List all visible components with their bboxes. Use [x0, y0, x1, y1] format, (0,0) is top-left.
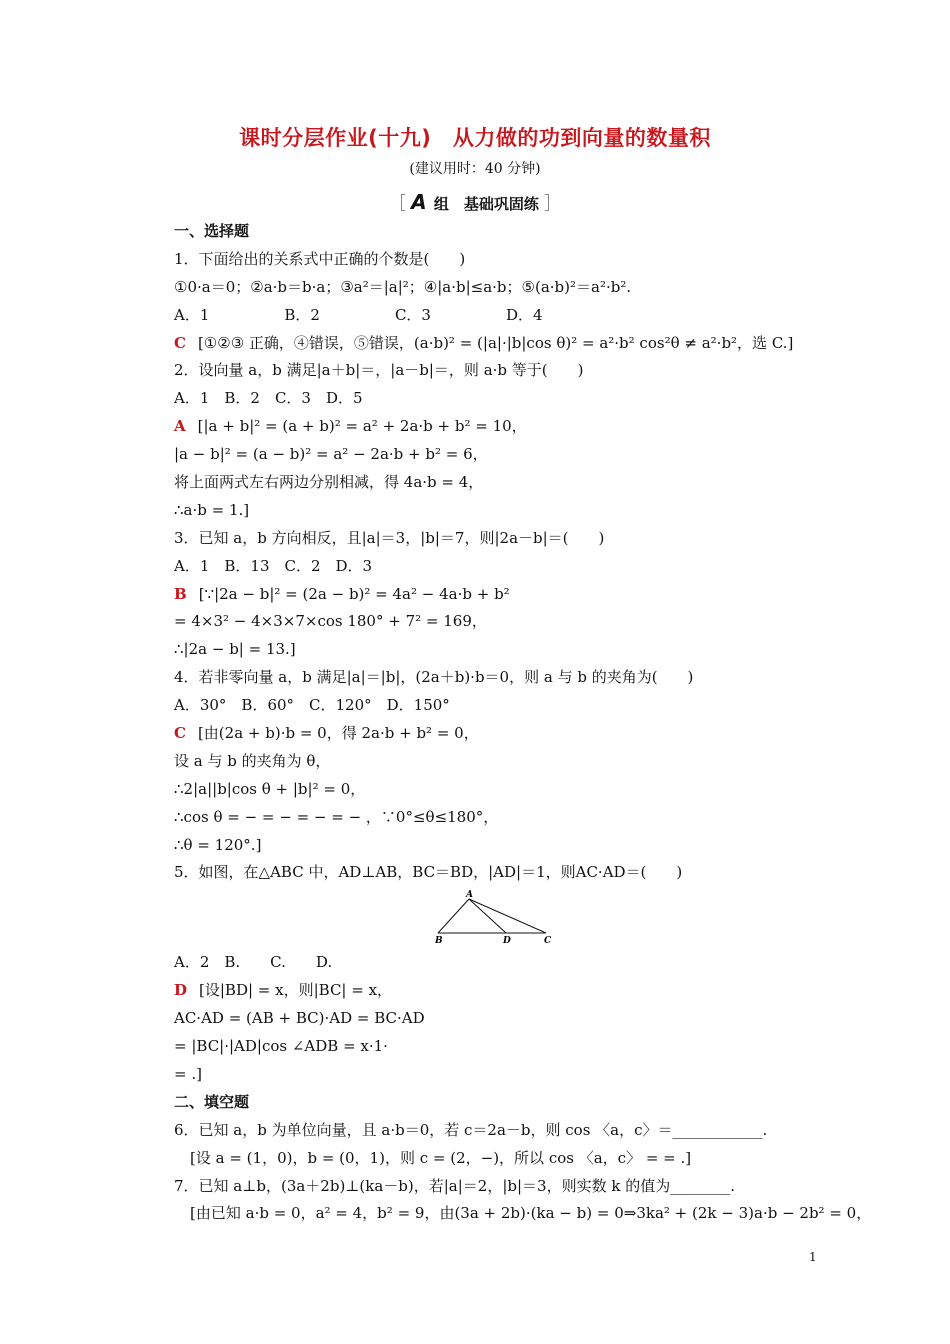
text-line	[174, 832, 814, 860]
line-text: A．1 B．2 C．3 D．4	[174, 305, 543, 324]
text-line	[174, 246, 814, 274]
text-line	[174, 357, 814, 385]
line-text: 3．已知 a，b 方向相反，且|a|＝3，|b|＝7，则|2a－b|＝( )	[174, 528, 605, 547]
line-text: [|a + b|² = (a + b)² = a² + 2a·b + b² = 10，	[197, 417, 527, 436]
line-text: 2．设向量 a，b 满足|a＋b|＝，|a－b|＝，则 a·b 等于( )	[174, 361, 584, 380]
line-text: AC·AD = (AB + BC)·AD = BC·AD	[174, 1009, 425, 1028]
line-text: 1．下面给出的关系式中正确的个数是( )	[174, 249, 466, 268]
line-text: [①②③ 正确，④错误，⑤错误，(a·b)² = (|a|·|b|cos θ)² = a²·b² cos²θ ≠ a²·b²，选 C.]	[197, 333, 794, 352]
line-text: 一、选择题	[174, 222, 250, 240]
line-text: 设 a 与 b 的夹角为 θ，	[174, 751, 331, 770]
section-heading	[174, 218, 814, 246]
text-line	[174, 859, 814, 887]
text-line	[174, 949, 814, 977]
time-suggestion: (建议用时：40 分钟)	[409, 161, 541, 177]
answer-key: A	[174, 417, 186, 436]
line-text: [由(2a + b)·b = 0，得 2a·b + b² = 0，	[197, 724, 479, 743]
line-text: = 4×3² − 4×3×7×cos 180° + 7² = 169，	[174, 612, 487, 631]
text-line	[174, 302, 814, 330]
answer-line	[174, 720, 814, 748]
line-text: = |BC|·|AD|cos ∠ADB = x·1·	[174, 1037, 388, 1056]
text-line	[174, 1061, 814, 1089]
text-line	[174, 776, 814, 804]
text-line	[174, 525, 814, 553]
answer-key: B	[174, 584, 187, 603]
text-line	[174, 385, 814, 413]
exercise-content	[174, 218, 872, 1228]
text-line	[174, 469, 814, 497]
page-title: 课时分层作业(十九) 从力做的功到向量的数量积	[239, 126, 711, 150]
group-badge: A	[411, 190, 427, 214]
line-text: 二、填空题	[174, 1092, 250, 1111]
line-text: ∴|2a − b| = 13.]	[174, 640, 296, 659]
text-line	[174, 748, 814, 776]
line-text: 4．若非零向量 a，b 满足|a|＝|b|，(2a＋b)·b＝0，则 a 与 b 的夹角为( )	[174, 668, 694, 687]
vertex-label-d: D	[503, 936, 511, 946]
line-text: = .]	[174, 1064, 202, 1083]
vertex-label-b: B	[435, 936, 443, 946]
line-text: [由已知 a·b = 0，a² = 4，b² = 9，由(3a + 2b)·(ka − b) = 0⇒3ka² + (2k − 3)a·b − 2b² = 0，	[190, 1204, 872, 1223]
vertex-label-a: A	[466, 890, 473, 901]
line-text: A．1 B．13 C．2 D．3	[174, 556, 373, 575]
answer-key: C	[174, 333, 186, 352]
section-heading	[174, 1089, 814, 1117]
answer-line	[174, 977, 814, 1005]
answer-line	[174, 581, 814, 609]
triangle-abc-diagram	[434, 889, 564, 945]
segment-ac	[469, 899, 546, 933]
group-bracket-open: ［	[388, 194, 406, 214]
line-text: [设|BD| = x，则|BC| = x，	[199, 981, 393, 1000]
line-text: [∵|2a − b|² = (2a − b)² = 4a² − 4a·b + b²	[198, 584, 510, 603]
segment-ab	[438, 899, 469, 933]
segment-ad	[469, 899, 506, 933]
text-line	[174, 1173, 814, 1201]
group-heading	[0, 189, 950, 214]
line-text: A．2 B. C. D.	[174, 953, 333, 972]
line-text: ∴θ = 120°.]	[174, 835, 262, 854]
text-line	[174, 692, 814, 720]
line-text: 6．已知 a，b 为单位向量，且 a·b＝0，若 c＝2a－b，则 cos 〈a，c〉＝____________.	[174, 1120, 768, 1139]
line-text: A．1 B．2 C．3 D．5	[174, 389, 363, 408]
text-line	[174, 1033, 814, 1061]
text-line	[174, 441, 814, 469]
triangle-figure	[174, 887, 814, 949]
text-line	[174, 497, 814, 525]
line-text: ①0·a＝0；②a·b＝b·a；③a²＝|a|²；④|a·b|≤a·b；⑤(a·b)²＝a²·b².	[174, 277, 632, 296]
page-number: 1	[809, 1250, 817, 1264]
text-line	[174, 1117, 814, 1145]
answer-key: C	[174, 724, 186, 743]
line-text: 7．已知 a⊥b，(3a＋2b)⊥(ka－b)，若|a|＝2，|b|＝3，则实数 k 的值为________.	[174, 1176, 735, 1195]
text-line	[174, 804, 814, 832]
text-line	[174, 1145, 814, 1173]
group-bracket-close: ］	[544, 194, 562, 214]
line-text: ∴cos θ = − = − = − = − ，∵0°≤θ≤180°，	[174, 807, 499, 826]
text-line	[174, 553, 814, 581]
line-text: [设 a = (1，0)，b = (0，1)，则 c = (2，−)，所以 cos 〈a，c〉 = = .]	[190, 1148, 692, 1167]
line-text: 将上面两式左右两边分别相减，得 4a·b = 4，	[174, 473, 484, 492]
text-line	[174, 608, 814, 636]
answer-line	[174, 413, 814, 441]
line-text: |a − b|² = (a − b)² = a² − 2a·b + b² = 6，	[174, 445, 488, 464]
text-line	[174, 1005, 814, 1033]
line-text: ∴2|a||b|cos θ + |b|² = 0，	[174, 779, 366, 798]
text-line	[174, 1200, 872, 1228]
text-line	[174, 274, 814, 302]
answer-key: D	[174, 981, 188, 1000]
line-text: 5．如图，在△ABC 中，AD⊥AB，BC＝BD，|AD|＝1，则AC·AD＝( )	[174, 863, 683, 882]
line-text: A．30° B．60° C．120° D．150°	[174, 696, 450, 715]
vertex-label-c: C	[544, 936, 552, 946]
text-line	[174, 664, 814, 692]
answer-line	[174, 330, 814, 358]
text-line	[174, 636, 814, 664]
line-text: ∴a·b = 1.]	[174, 500, 250, 519]
group-label: 组 基础巩固练	[433, 195, 539, 213]
